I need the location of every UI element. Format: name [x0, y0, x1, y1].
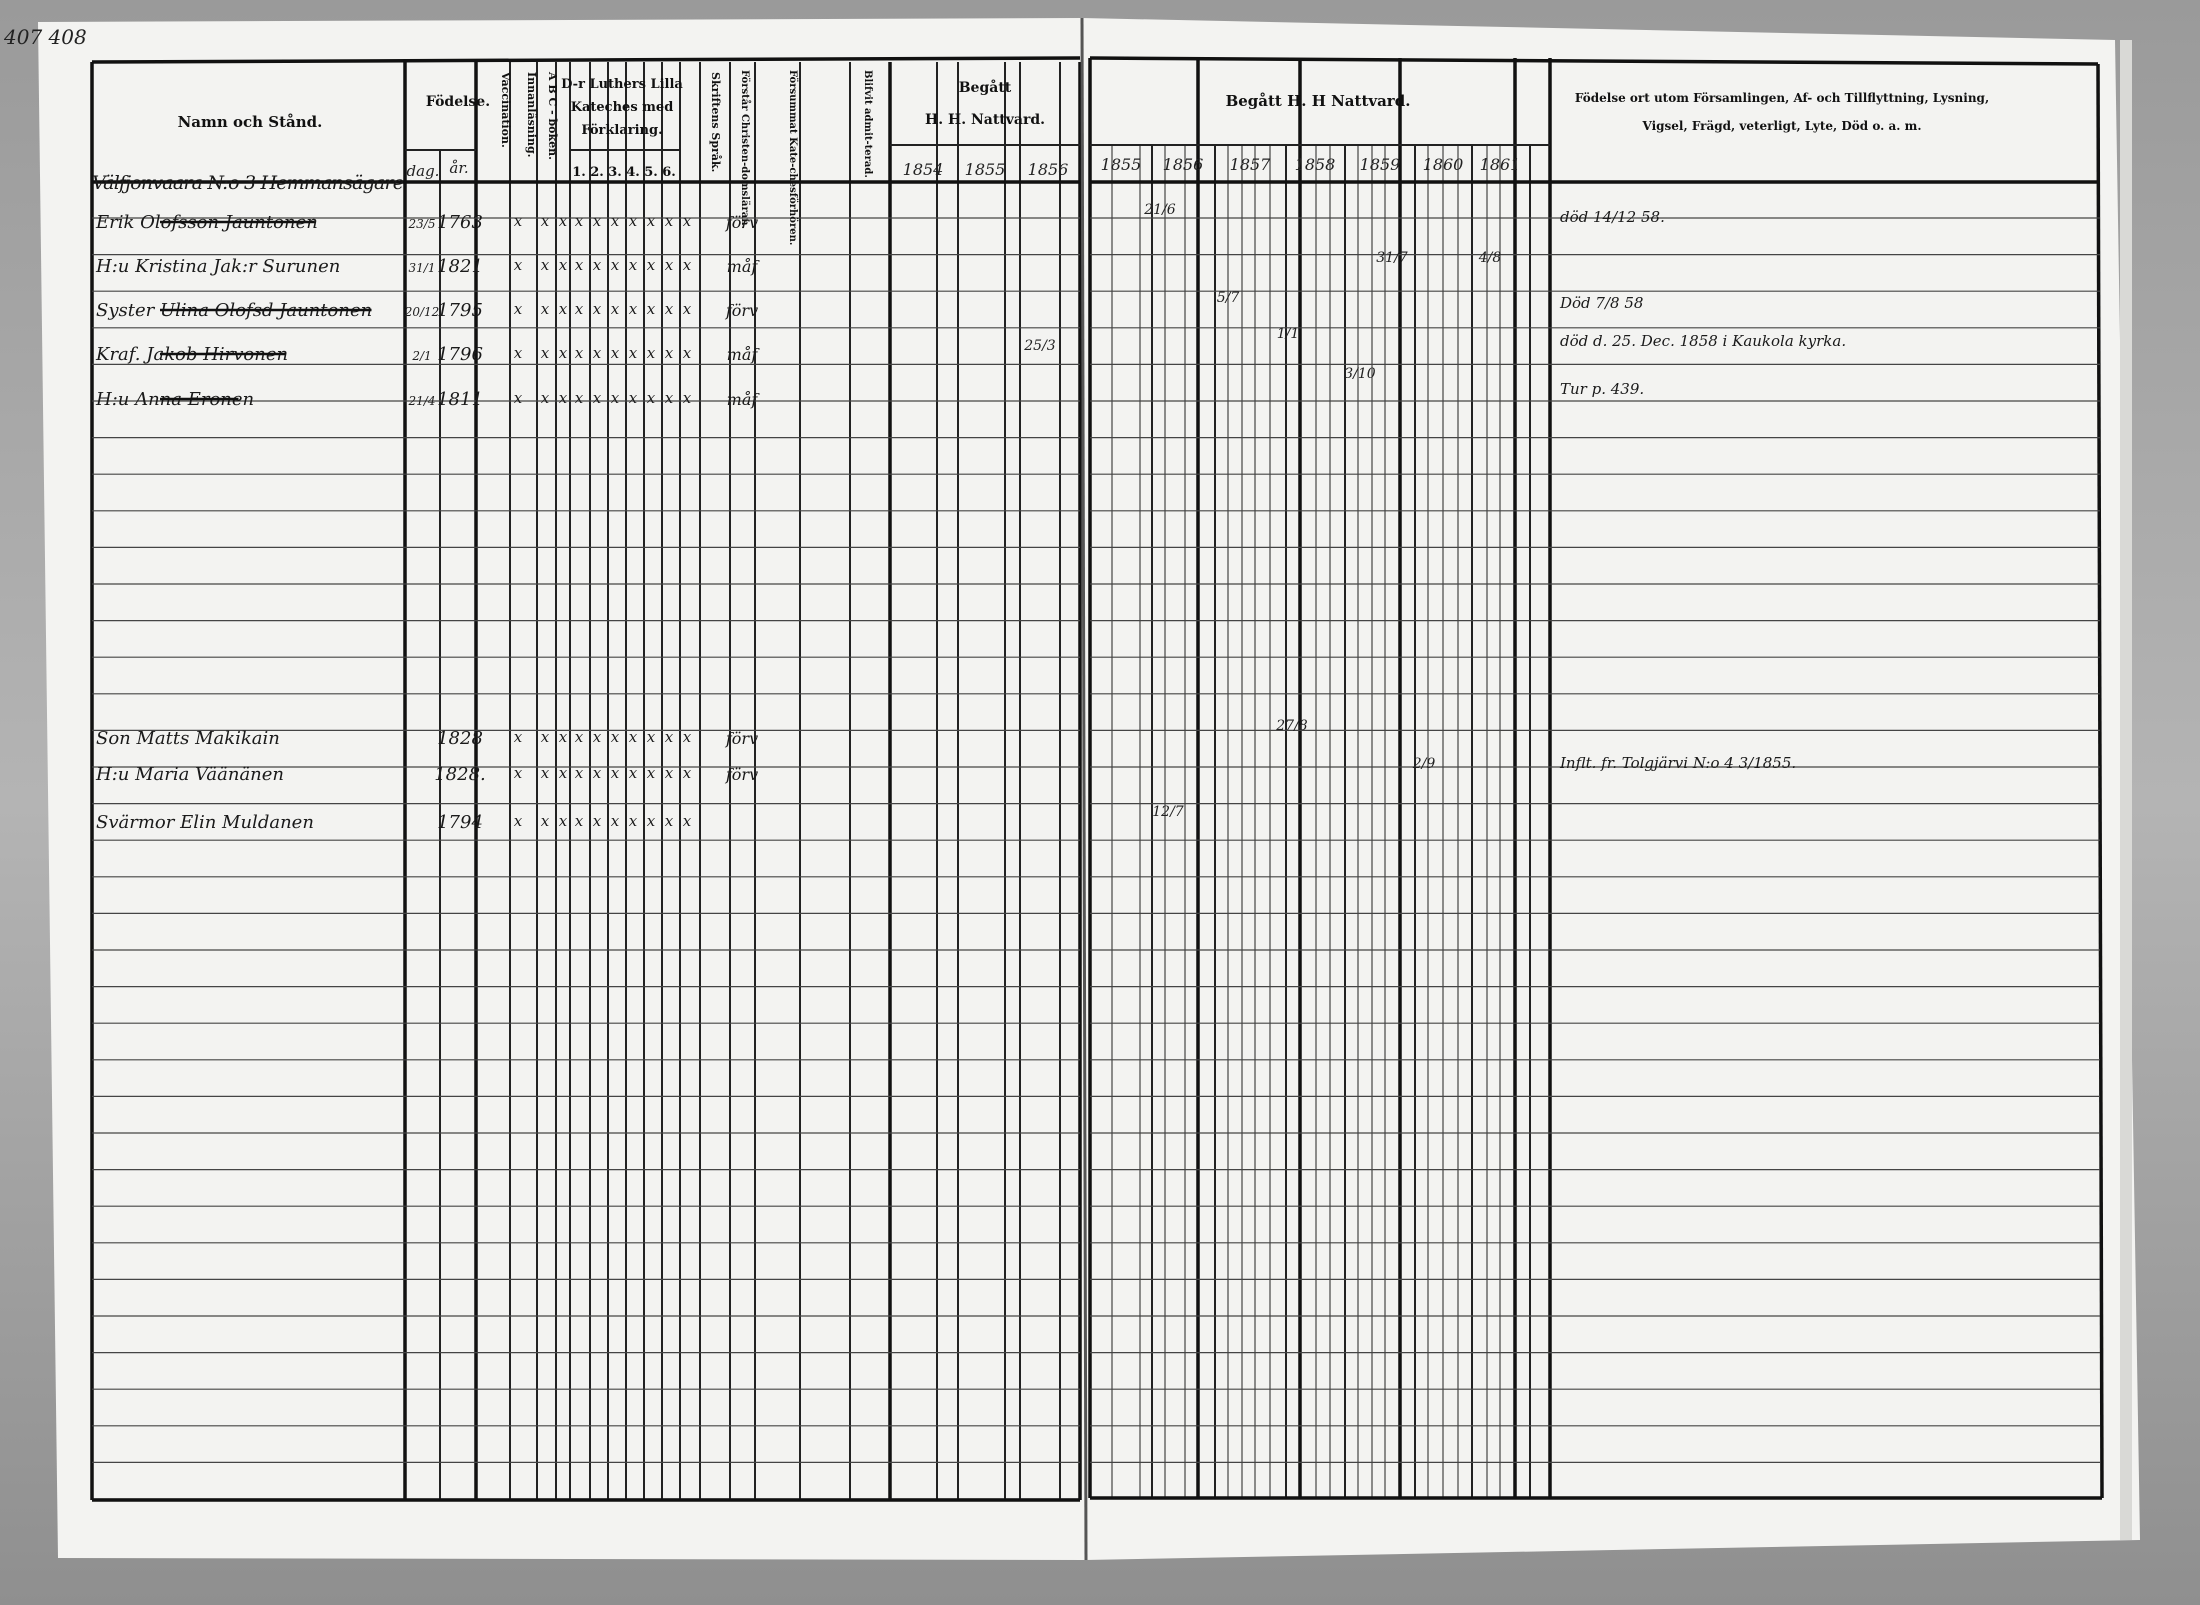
check-mark: x — [682, 256, 692, 274]
check-mark: x — [682, 344, 692, 362]
header-catechism-line1: D-r Luthers Lilla — [561, 77, 683, 92]
page-edge — [2120, 40, 2132, 1540]
catechism-part-3: 3. — [608, 165, 622, 180]
communion-mark: 5/7 — [1216, 290, 1240, 306]
check-mark: x — [628, 389, 638, 407]
header-scripture: Skriftens Språk. — [709, 72, 722, 173]
left-year-1854: 1854 — [902, 160, 944, 179]
check-mark: x — [513, 812, 523, 830]
remark-entry: död 14/12 58. — [1560, 208, 1665, 226]
birth-year: 1821 — [437, 256, 483, 277]
right-year-1861: 1861 — [1479, 155, 1521, 174]
check-mark: x — [682, 212, 692, 230]
check-mark: x — [664, 300, 674, 318]
check-mark: x — [646, 212, 656, 230]
check-mark: x — [513, 300, 523, 318]
right-year-1859: 1859 — [1359, 155, 1401, 174]
remark-entry: död d. 25. Dec. 1858 i Kaukola kyrka. — [1560, 332, 1847, 350]
check-mark: x — [592, 764, 602, 782]
scripture-grade: förv — [725, 301, 759, 320]
scripture-grade: förv — [725, 765, 759, 784]
person-name: Son Matts Makikain — [96, 728, 280, 749]
check-mark: x — [664, 256, 674, 274]
birth-day: 31/1 — [408, 261, 436, 275]
check-mark: x — [646, 812, 656, 830]
header-year: år. — [449, 159, 469, 177]
catechism-part-1: 1. — [572, 165, 586, 180]
header-neglected: Försummat Kate-chesförhören. — [787, 70, 798, 246]
check-mark: x — [610, 212, 620, 230]
birth-year: 1763 — [437, 212, 483, 233]
scripture-grade: förv — [725, 729, 759, 748]
birth-year: 1794 — [437, 812, 483, 833]
check-mark: x — [540, 728, 550, 746]
birth-day: 23/5 — [408, 217, 436, 231]
birth-year: 1796 — [437, 344, 483, 365]
check-mark: x — [646, 728, 656, 746]
check-mark: x — [513, 212, 523, 230]
check-mark: x — [558, 344, 568, 362]
right-page — [1082, 18, 2140, 1560]
communion-mark: 2/9 — [1412, 756, 1436, 772]
check-mark: x — [513, 728, 523, 746]
check-mark: x — [628, 764, 638, 782]
communion-mark: 12/7 — [1152, 804, 1184, 820]
check-mark: x — [610, 256, 620, 274]
header-birth: Födelse. — [425, 94, 491, 110]
check-mark: x — [540, 212, 550, 230]
check-mark: x — [628, 344, 638, 362]
person-name: Erik Olofsson Jauntonen — [96, 212, 318, 233]
check-mark: x — [592, 344, 602, 362]
check-mark: x — [592, 389, 602, 407]
check-mark: x — [540, 256, 550, 274]
check-mark: x — [574, 389, 584, 407]
person-name: H:u Kristina Jak:r Surunen — [96, 256, 341, 277]
right-year-1858: 1858 — [1294, 155, 1336, 174]
person-name: Syster Ulina Olofsd Jauntonen — [96, 300, 373, 321]
header-admitted: Blifvit admit-terad. — [862, 70, 873, 178]
right-year-1856: 1856 — [1162, 155, 1204, 174]
check-mark: x — [540, 812, 550, 830]
check-mark: x — [664, 344, 674, 362]
check-mark: x — [646, 256, 656, 274]
check-mark: x — [574, 344, 584, 362]
corner-page-numbers: 407 408 — [4, 25, 87, 49]
check-mark: x — [664, 764, 674, 782]
scripture-grade: förv — [725, 213, 759, 232]
check-mark: x — [513, 344, 523, 362]
check-mark: x — [592, 256, 602, 274]
check-mark: x — [574, 812, 584, 830]
birth-year: 1828 — [437, 728, 483, 749]
communion-mark: 4/8 — [1478, 250, 1502, 266]
check-mark: x — [558, 389, 568, 407]
communion-mark: 21/6 — [1144, 202, 1176, 218]
check-mark: x — [558, 212, 568, 230]
person-name: H:u Maria Väänänen — [96, 764, 285, 785]
right-year-1857: 1857 — [1229, 155, 1271, 174]
check-mark: x — [592, 728, 602, 746]
communion-mark: 27/8 — [1276, 718, 1308, 734]
header-reading: Innanläsning. — [525, 72, 538, 158]
header-catechism-line3: Förklaring. — [581, 123, 663, 138]
check-mark: x — [610, 764, 620, 782]
check-mark: x — [628, 256, 638, 274]
right-year-1855: 1855 — [1100, 155, 1142, 174]
birth-year: 1828. — [434, 764, 486, 785]
check-mark: x — [628, 212, 638, 230]
header-abc: A B C - boken. — [546, 72, 559, 160]
check-mark: x — [513, 764, 523, 782]
remark-entry: Tur p. 439. — [1560, 380, 1645, 398]
birth-day: 2/1 — [412, 349, 432, 363]
communion-mark: 31/7 — [1376, 250, 1408, 266]
person-name: H:u Anna Eronen — [96, 389, 255, 410]
check-mark: x — [574, 764, 584, 782]
remark-entry: Inflt. fr. Tolgjärvi N:o 4 3/1855. — [1560, 754, 1797, 772]
check-mark: x — [682, 764, 692, 782]
left-year-1856: 1856 — [1027, 160, 1069, 179]
birth-day: 21/4 — [408, 394, 436, 408]
check-mark: x — [646, 389, 656, 407]
check-mark: x — [574, 300, 584, 318]
check-mark: x — [628, 728, 638, 746]
check-mark: x — [574, 728, 584, 746]
catechism-part-5: 5. — [644, 165, 658, 180]
check-mark: x — [610, 812, 620, 830]
person-name: Kraf. Jakob Hirvonen — [96, 344, 289, 365]
catechism-part-4: 4. — [626, 165, 640, 180]
scripture-grade: måf — [726, 390, 758, 409]
check-mark: x — [574, 212, 584, 230]
header-right-communion: Begått H. H Nattvard. — [1225, 92, 1411, 110]
check-mark: x — [592, 212, 602, 230]
check-mark: x — [513, 389, 523, 407]
header-vaccination: Vaccination. — [499, 72, 512, 148]
person-name: Svärmor Elin Muldanen — [96, 812, 314, 833]
check-mark: x — [558, 300, 568, 318]
check-mark: x — [682, 300, 692, 318]
right-year-1860: 1860 — [1422, 155, 1464, 174]
check-mark: x — [592, 300, 602, 318]
header-communion-title: H. H. Nattvard. — [925, 112, 1045, 128]
check-mark: x — [540, 389, 550, 407]
header-communion-begatt: Begått — [958, 80, 1012, 96]
check-mark: x — [592, 812, 602, 830]
header-name-stand: Namn och Stånd. — [177, 113, 323, 131]
left-page — [38, 18, 1086, 1560]
check-mark: x — [682, 728, 692, 746]
birth-year: 1811 — [437, 389, 483, 410]
check-mark: x — [558, 812, 568, 830]
scripture-grade: måf — [726, 345, 758, 364]
check-mark: x — [610, 300, 620, 318]
check-mark: x — [540, 300, 550, 318]
check-mark: x — [610, 344, 620, 362]
check-mark: x — [646, 300, 656, 318]
check-mark: x — [664, 728, 674, 746]
check-mark: x — [646, 764, 656, 782]
communion-mark: 1/1 — [1276, 326, 1300, 342]
catechism-part-2: 2. — [590, 165, 604, 180]
birth-day: 20/12 — [404, 305, 440, 319]
check-mark: x — [513, 256, 523, 274]
header-christ: Förstår Christen-domsläran. — [739, 70, 750, 229]
check-mark: x — [646, 344, 656, 362]
check-mark: x — [610, 728, 620, 746]
header-day: dag. — [406, 162, 440, 180]
check-mark: x — [682, 812, 692, 830]
check-mark: x — [628, 300, 638, 318]
communion-mark: 3/10 — [1344, 366, 1376, 382]
left-year-1855: 1855 — [964, 160, 1006, 179]
check-mark: x — [628, 812, 638, 830]
check-mark: x — [558, 764, 568, 782]
check-mark: x — [558, 728, 568, 746]
check-mark: x — [664, 212, 674, 230]
header-catechism-line2: Kateches med — [570, 100, 674, 115]
household-heading: Välfjonvaara N:o 3 Hemmansägare — [92, 172, 404, 194]
communion-mark: 25/3 — [1024, 338, 1056, 354]
remark-entry: Död 7/8 58 — [1560, 294, 1644, 312]
check-mark: x — [664, 389, 674, 407]
check-mark: x — [610, 389, 620, 407]
header-remarks-line2: Vigsel, Frägd, veterligt, Lyte, Död o. a. m. — [1642, 119, 1922, 133]
check-mark: x — [540, 344, 550, 362]
header-remarks-line1: Födelse ort utom Församlingen, Af- och Tillflyttning, Lysning, — [1574, 91, 1990, 105]
check-mark: x — [558, 256, 568, 274]
check-mark: x — [682, 389, 692, 407]
check-mark: x — [574, 256, 584, 274]
catechism-part-6: 6. — [662, 165, 676, 180]
birth-year: 1795 — [437, 300, 483, 321]
check-mark: x — [540, 764, 550, 782]
check-mark: x — [664, 812, 674, 830]
scripture-grade: måf — [726, 257, 758, 276]
